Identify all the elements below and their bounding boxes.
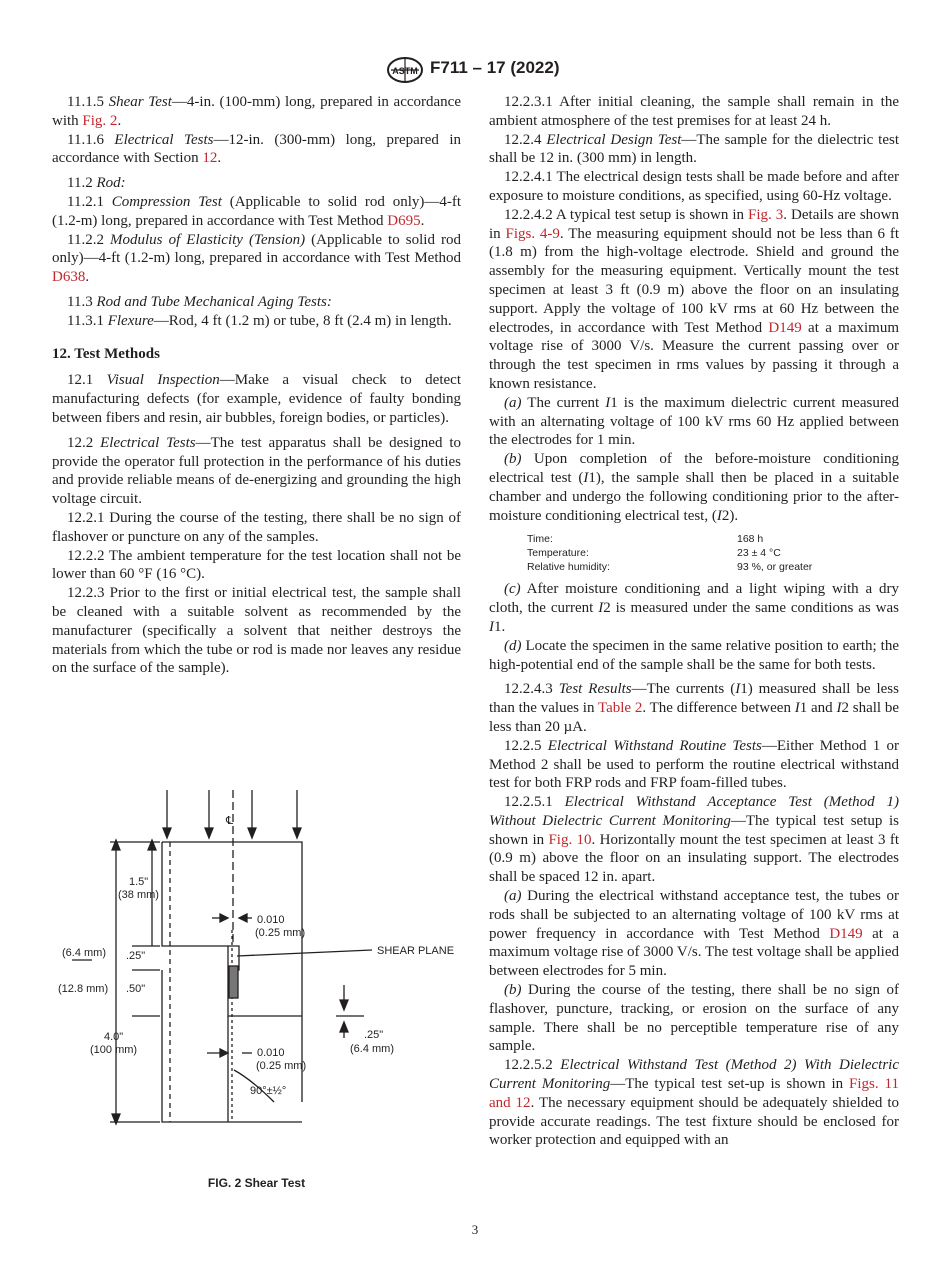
page-number: 3 [471, 1222, 479, 1237]
dim-right-6-4-mm: (6.4 mm) [350, 1043, 394, 1055]
para-12-2-4-1: 12.2.4.1 The electrical design tests shall be made before and after exposure to moisture conditions, as specified, using 60-Hz voltage. [489, 169, 899, 204]
d149-link[interactable]: D149 [768, 319, 802, 336]
para-12-2-4: 12.2.4 Electrical Design Test—The sample for the dielectric test shall be 12 in. (300 mm) in length. [489, 131, 899, 167]
condition-row: Temperature: 23 ± 4 °C [527, 547, 781, 560]
para-11-2-1: 11.2.1 Compression Test (Applicable to solid rod only)—4-ft (1.2-m) long, prepared in accordance with Test Method D695. [52, 193, 462, 229]
dim-38-mm: (38 mm) [118, 889, 159, 901]
para-12-1: 12.1 Visual Inspection—Make a visual check to detect manufacturing defects (for example, evidence of faulty bonding between fibers and resin, air bubbles, foreign bodies, or particles). [52, 372, 461, 426]
section-heading: 12. Test Methods [52, 345, 160, 362]
figs-11-12-link[interactable]: Figs. 11 and 12 [489, 1076, 899, 1111]
para-11-1-5: 11.1.5 Shear Test—4-in. (100-mm) long, prepared in accordance with Fig. 2. [52, 94, 461, 129]
para-12-2-5-2: 12.2.5.2 Electrical Withstand Test (Method 2) With Dielectric Current Monitoring—The typical test set-up is shown in Figs. 11 and 12. The necessary equipment should be adequately shielded to provide accurate readings. The test fixture should be enclosed for worker protection and equipped with an [489, 1057, 900, 1149]
gap-bottom-in: 0.010 [257, 1047, 285, 1059]
para-12-2: 12.2 Electrical Tests—The test apparatus shall be designed to provide the operator full protection in the performance of his duties and provide reliable means of de-energizing and grounding the high voltage circuit. [52, 434, 462, 508]
para-item-b: (b) Upon completion of the before-moisture conditioning electrical test (I1), the sample shall then be placed in a suitable chamber and undergo the following conditioning prior to the after-moisture conditioning electrical test, (I2). [489, 451, 900, 524]
conditioning-table [527, 532, 899, 574]
dim-right-025-in: .25" [364, 1029, 384, 1041]
para-11-1-6: 11.1.6 Electrical Tests—12-in. (300-mm) long, prepared in accordance with Section 12. [52, 131, 462, 167]
fig-10-link[interactable]: Fig. 10 [548, 831, 592, 848]
dim-050-in: .50" [126, 983, 146, 995]
dim-1-5-in: 1.5" [129, 876, 149, 888]
para-11-2-2: 11.2.2 Modulus of Elasticity (Tension) (Applicable to solid rod only)—4-ft (1.2-m) long, prepared in accordance with Test Method D638. [52, 231, 461, 286]
figs-4-9-link[interactable]: Figs. 4-9 [505, 225, 560, 242]
table-2-link[interactable]: Table 2 [597, 700, 643, 717]
para-11-3-1: 11.3.1 Flexure—Rod, 4 ft (1.2 m) or tube, 8 ft (2.4 m) in length. [67, 312, 452, 329]
dim-12-8-mm: (12.8 mm) [58, 983, 109, 995]
left-column [52, 93, 461, 678]
right-column [489, 93, 899, 1150]
para-11-3: 11.3 Rod and Tube Mechanical Aging Tests: [67, 293, 332, 310]
gap-top-in: 0.010 [257, 914, 285, 926]
para-item-a2: (a) During the electrical withstand acceptance test, the tubes or rods shall be subjected to an alternating voltage of 100 kV rms at power frequency in accordance with Test Method D149 at a maximum voltage rise of 3000 V/s. The test voltage shall be applied between electrodes for 5 min. [489, 888, 899, 980]
para-12-2-3-1: 12.2.3.1 After initial cleaning, the sample shall remain in the ambient atmosphere of the test premises for at least 24 h. [489, 94, 899, 129]
dim-100-mm: (100 mm) [90, 1044, 138, 1056]
shear-test-diagram [52, 780, 461, 1170]
para-item-d: (d) Locate the specimen in the same relative position to earth; the high-potential end of the sample shall be the same for both tests. [489, 637, 899, 673]
angle-label: 90°±½° [250, 1085, 287, 1097]
condition-row: Relative humidity: 93 %, or greater [527, 561, 813, 574]
para-11-2: 11.2 Rod: [67, 175, 126, 192]
fig-3-link[interactable]: Fig. 3 [748, 206, 784, 223]
para-12-2-2: 12.2.2 The ambient temperature for the test location shall not be lower than 60 °F (16 °C). [52, 547, 461, 583]
page-header [0, 56, 950, 84]
shear-plane-label: SHEAR PLANE [377, 945, 455, 957]
section-12-link[interactable]: 12 [202, 150, 218, 167]
fig-2-link[interactable]: Fig. 2 [82, 112, 118, 129]
para-item-c: (c) After moisture conditioning and a light wiping with a dry cloth, the current I2 is measured under the same conditions as was I1. [489, 581, 899, 635]
centerline-label: ℄ [226, 815, 234, 827]
para-12-2-1: 12.2.1 During the course of the testing, there shall be no sign of flashover or puncture on any of the samples. [52, 509, 461, 545]
para-item-b2: (b) During the course of the testing, there shall be no sign of flashover, puncture, tracking, or erosion on the surface of any sample. There shall be no perceptible temperature rise of any sample. [489, 982, 899, 1055]
para-12-2-5: 12.2.5 Electrical Withstand Routine Tests—Either Method 1 or Method 2 shall be used to perform the routine electrical withstand test for both FRP rods and FRP foam-filled tubes. [489, 737, 900, 792]
para-12-2-4-2: 12.2.4.2 A typical test setup is shown in Fig. 3. Details are shown in Figs. 4-9. The measuring equipment should not be less than 6 ft (1.8 m) from the high-voltage electrode. Shield and ground the assembly for the measuring equipment. Vertically mount the test specimen at least 3 ft (0.9 m) above the floor on an insulating support. Apply the voltage of 100 kV rms at 60 Hz between the electrodes, in accordance with Test Method D149 at a maximum voltage rise of 3000 V/s. Measure the current passing over or through the test specimen in rms values by passing it through a known resistance. [489, 206, 900, 392]
dim-025-in: .25" [126, 950, 146, 962]
dim-4-0-in: 4.0" [104, 1031, 124, 1043]
condition-row: Time: 168 h [527, 533, 764, 546]
para-12-2-3: 12.2.3 Prior to the first or initial electrical test, the sample shall be cleaned with a suitable solvent as recommended by the manufacturer (specifically a solvent that neither destroys the materials from which the tube or rod is made nor leaves any residue on the surface of the sample). [52, 585, 461, 677]
para-12-2-4-3: 12.2.4.3 Test Results—The currents (I1) measured shall be less than the values in Table 2. The difference between I1 and I2 shall be less than 20 µA. [489, 681, 899, 735]
para-12-2-5-1: 12.2.5.1 Electrical Withstand Acceptance Test (Method 1) Without Dielectric Current Monitoring—The typical test setup is shown in Fig. 10. Horizontally mount the test specimen at least 3 ft (0.9 m) above the floor on an insulating support. The electrodes shall be spaced 12 in. apart. [489, 794, 900, 886]
d149-link-2[interactable]: D149 [829, 925, 863, 942]
figure-caption: FIG. 2 Shear Test [207, 1176, 306, 1190]
gap-bottom-mm: (0.25 mm) [256, 1060, 307, 1072]
document-designation: F711 – 17 (2022) [430, 58, 560, 77]
shear-test-figure [52, 780, 461, 1220]
astm-logo-icon [385, 56, 425, 84]
svg-text:ASTM: ASTM [392, 66, 418, 76]
d638-link[interactable]: D638 [52, 269, 86, 286]
gap-top-mm: (0.25 mm) [255, 927, 306, 939]
d695-link[interactable]: D695 [387, 212, 421, 229]
para-item-a: (a) The current I1 is the maximum dielectric current measured with an alternating voltage of 100 kV rms 60 Hz applied between the electrodes for 1 min. [489, 394, 899, 449]
dim-6-4-mm: (6.4 mm) [62, 947, 106, 959]
